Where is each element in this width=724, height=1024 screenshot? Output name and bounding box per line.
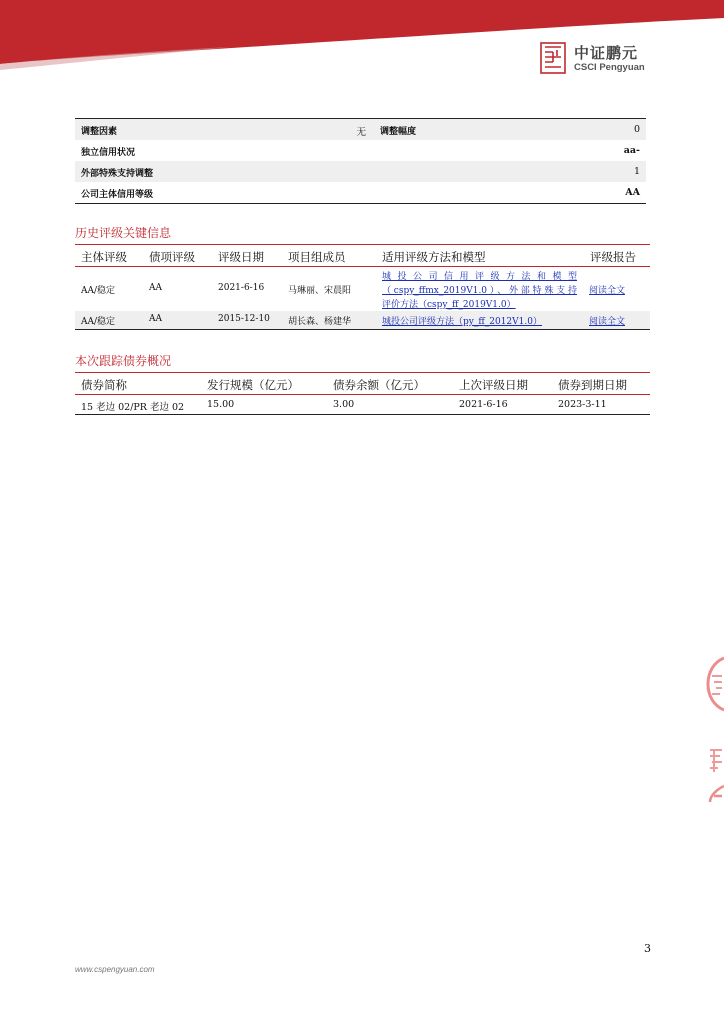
seal-stamp-icon	[700, 650, 724, 810]
col-bond-name: 债券简称	[81, 378, 127, 392]
adjustment-amplitude-value: 0	[633, 124, 640, 135]
page-number: 3	[644, 942, 651, 955]
company-logo	[540, 42, 680, 76]
last-rating-date-cell: 2021-6-16	[459, 399, 508, 410]
col-bond-rating: 债项评级	[149, 250, 195, 264]
balance-cell: 3.00	[333, 399, 355, 410]
read-report-link[interactable]: 阅读全文	[589, 317, 626, 327]
bond-name-cell: 15 老边 02/PR 老边 02	[81, 402, 185, 413]
logo-chinese-name: 中证鹏元	[574, 44, 639, 62]
col-report: 评级报告	[590, 250, 636, 264]
csci-seal-logo-icon	[540, 42, 566, 74]
adjustment-factor-label: 调整因素	[81, 127, 118, 137]
table-row	[75, 311, 650, 329]
standalone-credit-label: 独立信用状况	[81, 148, 136, 158]
table-header	[75, 373, 650, 395]
team-members-cell: 胡长森、杨建华	[288, 317, 352, 327]
bond-rating-cell: AA	[149, 283, 162, 293]
method-link[interactable]: 城投公司评级方法（py_ff_2012V1.0）	[382, 317, 542, 327]
col-maturity: 债券到期日期	[558, 378, 627, 392]
read-report-link[interactable]: 阅读全文	[589, 286, 626, 296]
col-rating-date: 评级日期	[218, 250, 264, 264]
rating-date-cell: 2021-6-16	[218, 283, 265, 293]
bond-rating-cell: AA	[149, 314, 162, 324]
col-team-members: 项目组成员	[288, 250, 346, 264]
table-row	[75, 161, 646, 182]
history-section-title: 历史评级关键信息	[75, 226, 172, 240]
method-link[interactable]: 城投公司信用评级方法和模型	[382, 272, 577, 282]
logo-english-name: CSCI Pengyuan	[574, 62, 645, 73]
table-row	[75, 182, 646, 203]
rating-history-table	[75, 244, 650, 330]
rating-date-cell: 2015-12-10	[218, 314, 270, 324]
table-header	[75, 245, 650, 267]
col-balance: 债券余额（亿元）	[333, 378, 425, 392]
col-issue-size: 发行规模（亿元）	[207, 378, 299, 392]
col-last-rating-date: 上次评级日期	[459, 378, 528, 392]
issuer-rating-cell: AA/稳定	[81, 317, 116, 327]
col-issuer-rating: 主体评级	[81, 250, 127, 264]
bond-section-title: 本次跟踪债券概况	[75, 354, 172, 368]
adjustment-amplitude-label: 调整幅度	[380, 127, 417, 137]
table-row	[75, 395, 650, 414]
rating-adjustment-table	[75, 118, 646, 204]
issuer-rating-cell: AA/稳定	[81, 286, 116, 296]
external-support-value: 1	[633, 166, 640, 177]
team-members-cell: 马琳丽、宋晨阳	[288, 286, 352, 296]
adjustment-factor-value: 无	[356, 127, 366, 138]
issuer-rating-value: AA	[625, 187, 640, 198]
method-link[interactable]: （cspy_ffmx_2019V1.0）、外部特殊支持	[382, 286, 577, 296]
table-row	[75, 119, 646, 140]
standalone-credit-value: aa-	[623, 145, 640, 156]
table-row	[75, 140, 646, 161]
external-support-label: 外部特殊支持调整	[81, 169, 154, 179]
issue-size-cell: 15.00	[207, 399, 235, 410]
footer-url: www.cspengyuan.com	[75, 965, 155, 974]
maturity-cell: 2023-3-11	[558, 399, 607, 410]
table-row	[75, 267, 650, 311]
bond-overview-table	[75, 372, 650, 415]
method-link[interactable]: 评价方法（cspy_ff_2019V1.0）	[382, 300, 516, 310]
col-method-model: 适用评级方法和模型	[382, 250, 486, 264]
issuer-rating-label: 公司主体信用等级	[81, 190, 154, 200]
